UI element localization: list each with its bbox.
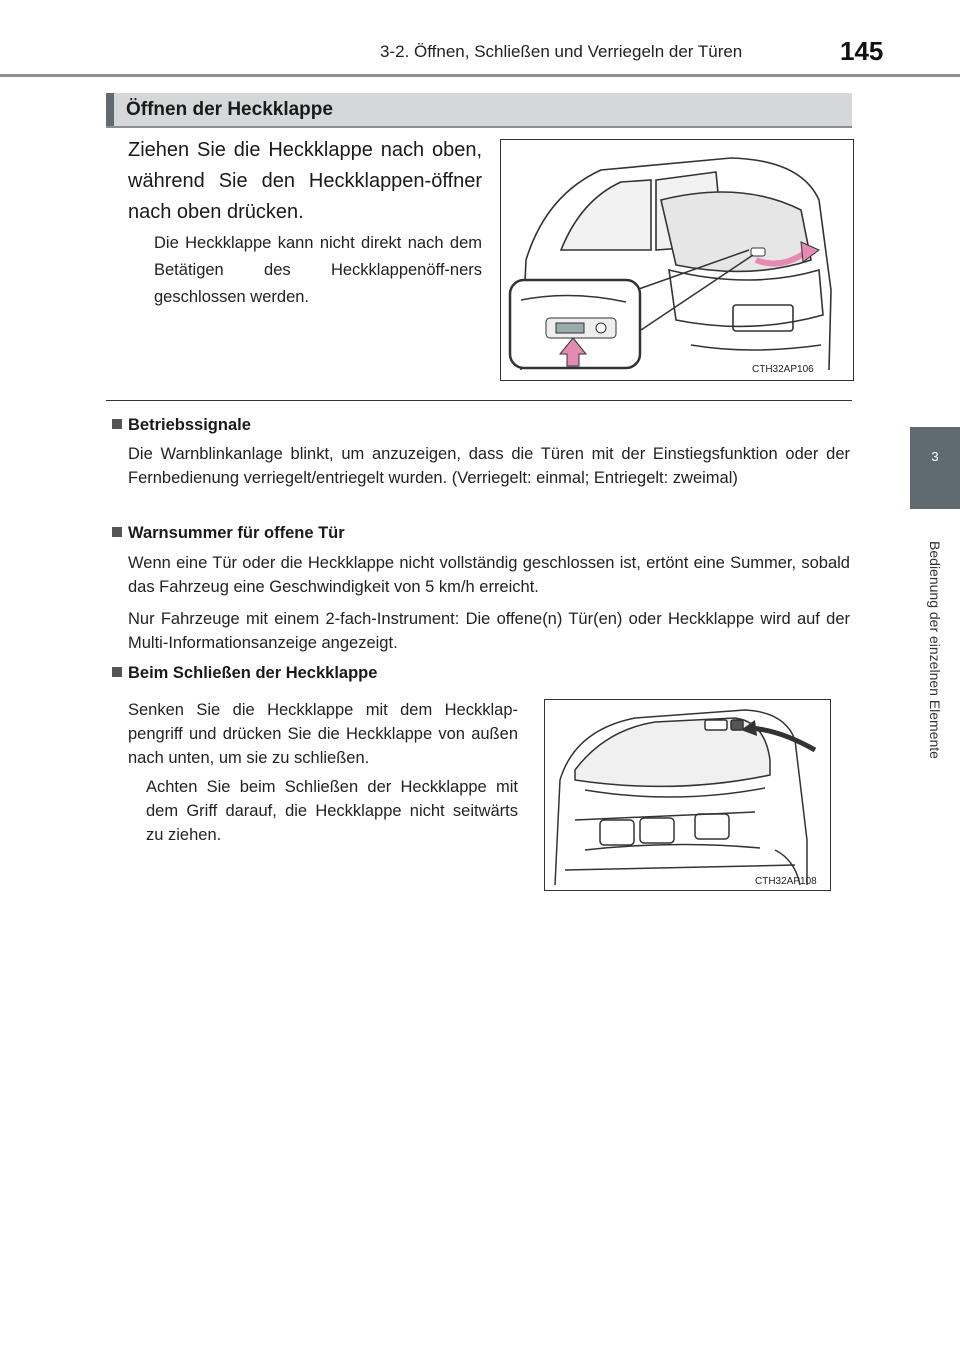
topic-heading-signals: Betriebssignale	[112, 416, 251, 435]
header-rule	[0, 74, 960, 77]
tailgate-close-figure	[544, 699, 831, 891]
topic-heading-buzzer: Warnsummer für offene Tür	[112, 524, 345, 543]
topic-heading-closing: Beim Schließen der Heckklappe	[112, 664, 377, 683]
chapter-label: Bedienung der einzelnen Elemente	[927, 541, 943, 759]
car-rear-illustration	[501, 140, 853, 380]
section-accent	[106, 93, 114, 126]
chapter-tab: 3	[910, 427, 960, 509]
topic-text-closing-2: Achten Sie beim Schließen der Heckklappe mit dem Griff darauf, die Heckklappe nicht seitwärts zu ziehen.	[146, 778, 518, 844]
section-title: Öffnen der Heckklappe	[126, 99, 333, 120]
section-heading-bar	[106, 93, 852, 128]
tailgate-open-figure	[500, 139, 854, 381]
tailgate-interior-illustration	[545, 700, 830, 890]
step-instruction: Ziehen Sie die Heckklappe nach oben, während Sie den Heckklappen-öffner nach oben drücken.	[128, 139, 482, 223]
bullet-square-icon	[112, 667, 122, 677]
step-note: Die Heckklappe kann nicht direkt nach dem Betätigen des Heckklappenöff-ners geschlossen werden.	[154, 234, 482, 306]
topic-text-buzzer-1: Wenn eine Tür oder die Heckklappe nicht vollständig geschlossen ist, ertönt eine Summer, sobald das Fahrzeug eine Geschwindigkeit von 5 km/h erreicht.	[128, 554, 850, 596]
topic-text-buzzer-2: Nur Fahrzeuge mit einem 2-fach-Instrument: Die offene(n) Tür(en) oder Heckklappe wird auf der Multi-Informationsanzeige angezeigt.	[128, 610, 850, 652]
page-number: 145	[840, 36, 884, 66]
topic-text-closing-1: Senken Sie die Heckklappe mit dem Heckklap-pengriff und drücken Sie die Heckklappe von außen nach unten, um sie zu schließen.	[128, 701, 518, 767]
header-title: 3-2. Öffnen, Schließen und Verriegeln der Türen	[380, 42, 743, 61]
topic-text-signals: Die Warnblinkanlage blinkt, um anzuzeigen, dass die Türen mit der Einstiegsfunktion oder der Fernbedienung verriegelt/entriegelt wurden. (Verriegelt: einmal; Entriegelt: zweimal)	[128, 445, 850, 487]
bullet-square-icon	[112, 527, 122, 537]
section-divider	[106, 400, 852, 401]
figure-code: CTH32AP106	[752, 364, 814, 375]
figure-code-2: CTH32AP108	[755, 876, 817, 887]
bullet-square-icon	[112, 419, 122, 429]
